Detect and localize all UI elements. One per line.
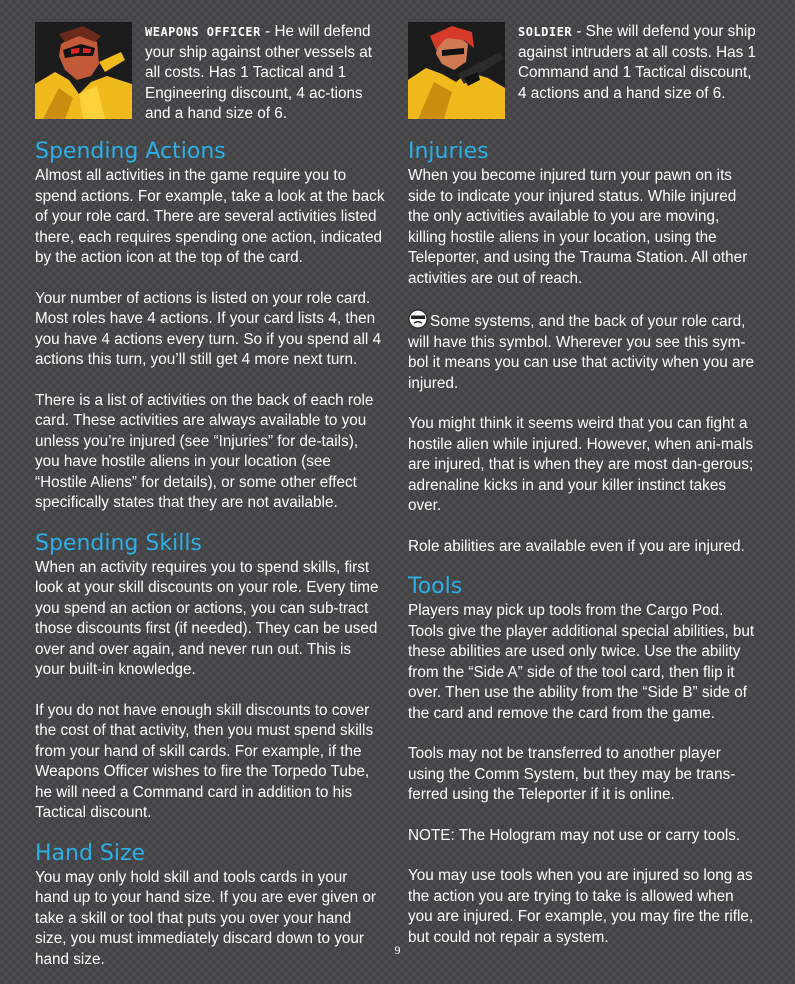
injured-icon — [408, 309, 428, 329]
paragraph: Role abilities are available even if you are injured. — [408, 537, 745, 555]
paragraph: Tools may not be transferred to another player using the Comm System, but they may be trans-ferred using the Teleporter if it is online. — [408, 745, 736, 803]
paragraph: There is a list of activities on the back of each role card. These activities are always available to you unless you’re injured (see “Injuries” for de-tails), you have hostile aliens in your location (see “Hostile Aliens” for details), or some other effect specifically states that they are not available. — [35, 391, 374, 511]
role-weapons-officer — [35, 22, 385, 122]
weapons-officer-name: WEAPONS OFFICER — [145, 25, 261, 39]
paragraph: NOTE: The Hologram may not use or carry tools. — [408, 826, 741, 844]
section-tools — [408, 575, 760, 948]
paragraph: Players may pick up tools from the Cargo Pod. Tools give the player additional special abilities, but these abilities are used only twice. Use the ability from the “Side A” side of the tool card, then flip it over. Then use the ability from the “Side B” side of the card and remove the card from the game. — [408, 602, 755, 722]
section-injuries — [408, 140, 760, 557]
paragraph: You may use tools when you are injured so long as the action you are trying to take is allowed when you are injured. For example, you may fire the rifle, but could not repair a system. — [408, 867, 754, 946]
paragraph: When you become injured turn your pawn on its side to indicate your injured status. While injured the only activities available to you are moving, killing hostile aliens in your location, using the Teleporter, and using the Trauma Station. All other activities are out of reach. — [408, 167, 748, 287]
weapons-officer-portrait — [35, 22, 132, 119]
paragraph: Almost all activities in the game require you to spend actions. For example, take a look at the back of your role card. There are several activities listed there, each requires spending one action, indicated by the action icon at the top of the card. — [35, 167, 385, 266]
heading-tools: Tools — [408, 574, 463, 599]
left-column — [35, 22, 385, 984]
soldier-portrait — [408, 22, 505, 119]
heading-injuries: Injuries — [408, 139, 489, 164]
right-column — [408, 22, 760, 962]
paragraph: When an activity requires you to spend skills, first look at your skill discounts on your role. Every time you spend an action or actions, you can sub-tract those discounts first (if needed). They can be used over and over again, and never run out. This is your built-in knowledge. — [35, 558, 379, 678]
heading-hand-size: Hand Size — [35, 840, 146, 866]
injury-symbol-text: Some systems, and the back of your role card, will have this symbol. Wherever you see this sym-bol it means you can use that activity when you are injured. — [408, 313, 755, 392]
soldier-description — [518, 22, 760, 104]
heading-spending-skills: Spending Skills — [35, 530, 202, 556]
heading-spending-actions: Spending Actions — [35, 139, 226, 164]
paragraph: You may only hold skill and tools cards in your hand up to your hand size. If you are ever given or take a skill or tool that puts you over your hand size, you must immediately discard down to your hand size. — [35, 868, 376, 968]
soldier-name: SOLDIER — [518, 25, 573, 39]
paragraph: Your number of actions is listed on your role card. Most roles have 4 actions. If your card lists 4, then you have 4 actions every turn. So if you spend all 4 actions this turn, you’ll still get 4 more next turn. — [35, 289, 382, 368]
section-spending-skills — [35, 532, 385, 824]
weapons-officer-description — [145, 22, 385, 125]
paragraph: You might think it seems weird that you can fight a hostile alien while injured. However, when ani-mals are injured, that is when they are most dan-gerous; adrenaline kicks in and your killer instinct takes over. — [408, 415, 754, 514]
paragraph: If you do not have enough skill discounts to cover the cost of that activity, then you must spend skills from your hand of skill cards. For example, if the Weapons Officer wishes to fire the Torpedo Tube, he will need a Command card in addition to his Tactical discount. — [35, 701, 374, 821]
injury-symbol-paragraph — [408, 309, 760, 394]
weapons-officer-text: - He will defend your ship against other vessels at all costs. Has 1 Tactical and 1 Engineering discount, 4 ac-tions and a hand size of 6. — [145, 23, 373, 122]
soldier-text: - She will defend your ship against intruders at all costs. Has 1 Command and 1 Tactical discount, 4 actions and a hand size of 6. — [518, 23, 757, 102]
role-soldier — [408, 22, 760, 122]
section-spending-actions — [35, 140, 385, 514]
page-number: 9 — [394, 943, 401, 957]
